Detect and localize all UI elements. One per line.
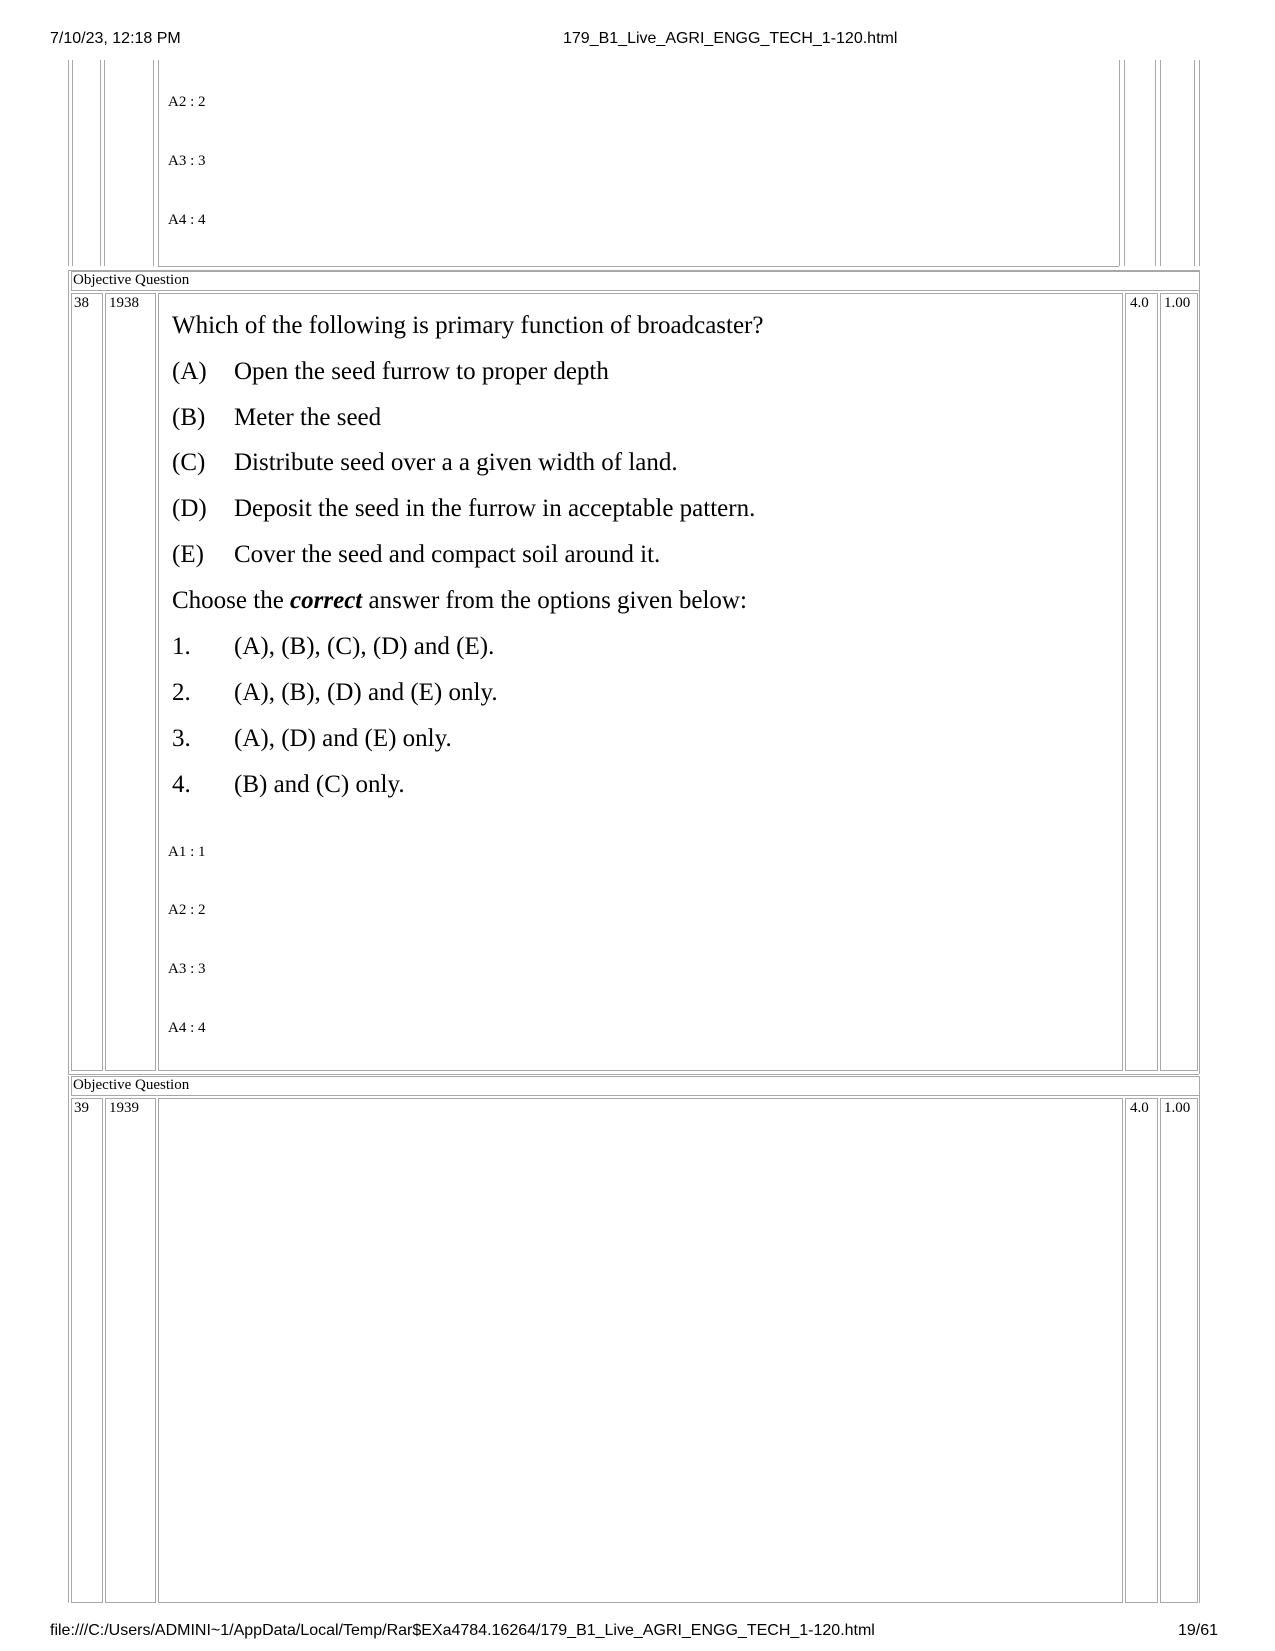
serial-number: 38 [74, 295, 89, 311]
border-line [1194, 60, 1195, 266]
statement-text: Cover the seed and compact soil around it. [234, 541, 661, 568]
border-line [68, 270, 69, 1074]
statement-label: (B) [172, 404, 206, 431]
border-line [68, 1074, 1199, 1075]
border-line [104, 60, 105, 266]
page-number: 19/61 [1178, 1622, 1219, 1639]
serial-number: 39 [74, 1100, 89, 1116]
border-line [1155, 60, 1156, 266]
negative-marks: 1.00 [1164, 295, 1191, 311]
border-line [72, 60, 73, 266]
negative-marks-cell [1160, 293, 1198, 1071]
option-number: 2. [172, 679, 191, 706]
statement-text: Open the seed furrow to proper depth [234, 358, 609, 385]
border-line [68, 60, 69, 266]
print-datetime: 7/10/23, 12:18 PM [50, 30, 181, 47]
question-type-label: Objective Question [73, 1077, 190, 1093]
answer-key: A3 : 3 [168, 153, 206, 169]
question-text: Which of the following is primary function of broadcaster? [172, 312, 764, 339]
statement-text: Meter the seed [234, 404, 382, 431]
option-number: 1. [172, 633, 191, 660]
qid-cell [105, 1098, 156, 1603]
statement-label: (E) [172, 541, 204, 568]
border-line [1119, 60, 1120, 266]
border-line [68, 1076, 69, 1603]
border-line [158, 60, 159, 266]
option-text: (B) and (C) only. [234, 771, 405, 798]
marks: 4.0 [1130, 295, 1149, 311]
marks: 4.0 [1130, 1100, 1149, 1116]
statement-text: Deposit the seed in the furrow in acceptable pattern. [234, 495, 756, 522]
qid-cell [105, 293, 156, 1071]
document-title: 179_B1_Live_AGRI_ENGG_TECH_1-120.html [563, 30, 898, 47]
negative-marks: 1.00 [1164, 1100, 1191, 1116]
instruction-emphasis: correct [290, 587, 363, 614]
question-type-row [71, 1076, 1200, 1096]
option-text: (A), (B), (D) and (E) only. [234, 679, 498, 706]
instruction [172, 586, 747, 616]
option-number: 3. [172, 725, 191, 752]
file-path: file:///C:/Users/ADMINI~1/AppData/Local/Temp/Rar$EXa4784.16264/179_B1_Live_AGRI_ENGG_TECH_1-120.html [50, 1622, 875, 1639]
statement-text: Distribute seed over a a given width of land. [234, 449, 678, 476]
border-line [1160, 60, 1161, 266]
border-line [158, 266, 1119, 267]
answer-key: A4 : 4 [168, 212, 206, 228]
answer-key: A4 : 4 [168, 1020, 206, 1036]
question-content-cell [158, 1098, 1123, 1603]
border-line [1199, 270, 1200, 1074]
question-type-label: Objective Question [73, 272, 190, 288]
border-line [153, 60, 154, 266]
sno-cell [71, 1098, 103, 1603]
question-type-row [71, 271, 1200, 291]
option-text: (A), (B), (C), (D) and (E). [234, 633, 495, 660]
instruction-pre: Choose the [172, 587, 291, 614]
question-id: 1939 [109, 1100, 139, 1116]
statement-label: (C) [172, 449, 206, 476]
answer-key: A2 : 2 [168, 94, 206, 110]
answer-key: A3 : 3 [168, 961, 206, 977]
negative-marks-cell [1160, 1098, 1198, 1603]
sno-cell [71, 293, 103, 1071]
question-id: 1938 [109, 295, 139, 311]
marks-cell [1125, 293, 1158, 1071]
border-line [1199, 1076, 1200, 1603]
instruction-post: answer from the options given below: [362, 587, 747, 614]
answer-key: A2 : 2 [168, 902, 206, 918]
answer-key: A1 : 1 [168, 844, 206, 860]
statement-label: (D) [172, 495, 207, 522]
statement-label: (A) [172, 358, 207, 385]
marks-cell [1125, 1098, 1158, 1603]
option-number: 4. [172, 771, 191, 798]
border-line [1124, 60, 1125, 266]
border-line [1199, 60, 1200, 266]
option-text: (A), (D) and (E) only. [234, 725, 452, 752]
border-line [100, 60, 101, 266]
